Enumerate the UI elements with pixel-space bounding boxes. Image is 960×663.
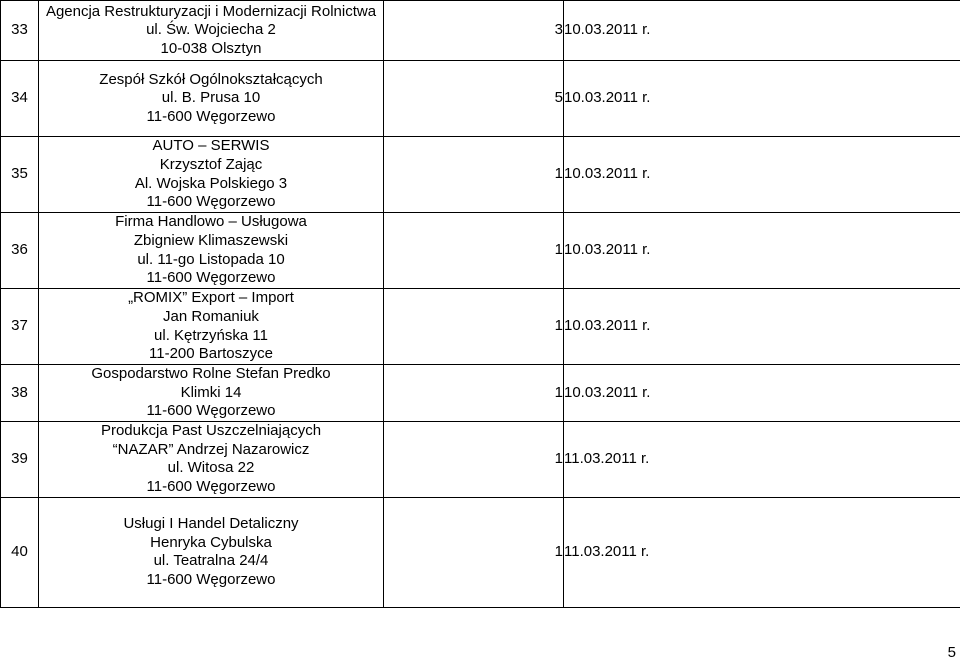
- recipient-address-cell: [39, 497, 384, 607]
- table-row: [1, 1, 960, 61]
- date-cell: 11.03.2011 r.: [564, 497, 960, 607]
- recipient-address-cell: [39, 421, 384, 497]
- table-row: [1, 61, 960, 137]
- row-number-cell: 40: [1, 497, 39, 607]
- address-line: Zespół Szkół Ogólnokształcących: [99, 70, 323, 88]
- address-line: Klimki 14: [180, 383, 242, 401]
- registry-table-body: [1, 1, 960, 608]
- address-line: 11-600 Węgorzewo: [146, 477, 276, 495]
- date-cell: 10.03.2011 r.: [564, 1, 960, 61]
- table-row: [1, 421, 960, 497]
- quantity-cell: 5: [384, 61, 564, 137]
- address-line: 11-600 Węgorzewo: [146, 107, 276, 125]
- date-cell: 10.03.2011 r.: [564, 289, 960, 365]
- address-line: 11-600 Węgorzewo: [146, 193, 276, 211]
- row-number-cell: 38: [1, 365, 39, 422]
- address-line: Zbigniew Klimaszewski: [133, 231, 289, 249]
- quantity-cell: 1: [384, 289, 564, 365]
- date-cell: 10.03.2011 r.: [564, 365, 960, 422]
- address-line: ul. Witosa 22: [167, 459, 255, 477]
- date-cell: 11.03.2011 r.: [564, 421, 960, 497]
- table-row: [1, 213, 960, 289]
- address-line: Al. Wojska Polskiego 3: [134, 174, 288, 192]
- row-number-cell: 35: [1, 137, 39, 213]
- address-line: Jan Romaniuk: [163, 307, 259, 325]
- address-line: AUTO – SERWIS: [152, 137, 270, 155]
- row-number-cell: 33: [1, 1, 39, 61]
- recipient-address-cell: [39, 365, 384, 422]
- address-line: 11-600 Węgorzewo: [146, 402, 276, 420]
- quantity-cell: 3: [384, 1, 564, 61]
- address-line: 11-600 Węgorzewo: [146, 570, 276, 588]
- address-line: “NAZAR” Andrzej Nazarowicz: [112, 440, 310, 458]
- address-line: ul. 11-go Listopada 10: [137, 250, 285, 268]
- address-line: Agencja Restrukturyzacji i Modernizacji Rolnictwa: [45, 2, 377, 20]
- address-line: „ROMIX” Export – Import: [128, 289, 294, 307]
- date-cell: 10.03.2011 r.: [564, 61, 960, 137]
- row-number-cell: 37: [1, 289, 39, 365]
- table-row: [1, 137, 960, 213]
- page-number: 5: [947, 644, 956, 661]
- address-line: Henryka Cybulska: [150, 533, 272, 551]
- address-line: Firma Handlowo – Usługowa: [115, 213, 307, 231]
- quantity-cell: 1: [384, 421, 564, 497]
- address-line: Krzysztof Zając: [159, 155, 263, 173]
- address-line: Usługi I Handel Detaliczny: [123, 515, 299, 533]
- table-row: [1, 365, 960, 422]
- recipient-address-cell: [39, 137, 384, 213]
- date-cell: 10.03.2011 r.: [564, 137, 960, 213]
- address-line: 11-600 Węgorzewo: [146, 269, 276, 287]
- address-line: ul. B. Prusa 10: [161, 89, 261, 107]
- quantity-cell: 1: [384, 497, 564, 607]
- row-number-cell: 36: [1, 213, 39, 289]
- table-row: [1, 289, 960, 365]
- table-row: [1, 497, 960, 607]
- recipient-address-cell: [39, 61, 384, 137]
- recipient-address-cell: [39, 213, 384, 289]
- row-number-cell: 34: [1, 61, 39, 137]
- address-line: ul. Kętrzyńska 11: [154, 326, 268, 344]
- date-cell: 10.03.2011 r.: [564, 213, 960, 289]
- address-line: Gospodarstwo Rolne Stefan Predko: [91, 365, 331, 382]
- quantity-cell: 1: [384, 213, 564, 289]
- recipient-address-cell: [39, 289, 384, 365]
- row-number-cell: 39: [1, 421, 39, 497]
- address-line: Produkcja Past Uszczelniających: [100, 422, 322, 440]
- address-line: ul. Św. Wojciecha 2: [146, 21, 276, 39]
- address-line: ul. Teatralna 24/4: [153, 552, 269, 570]
- address-line: 10-038 Olsztyn: [160, 39, 262, 57]
- address-line: 11-200 Bartoszyce: [149, 345, 273, 363]
- quantity-cell: 1: [384, 137, 564, 213]
- quantity-cell: 1: [384, 365, 564, 422]
- recipient-address-cell: [39, 1, 384, 61]
